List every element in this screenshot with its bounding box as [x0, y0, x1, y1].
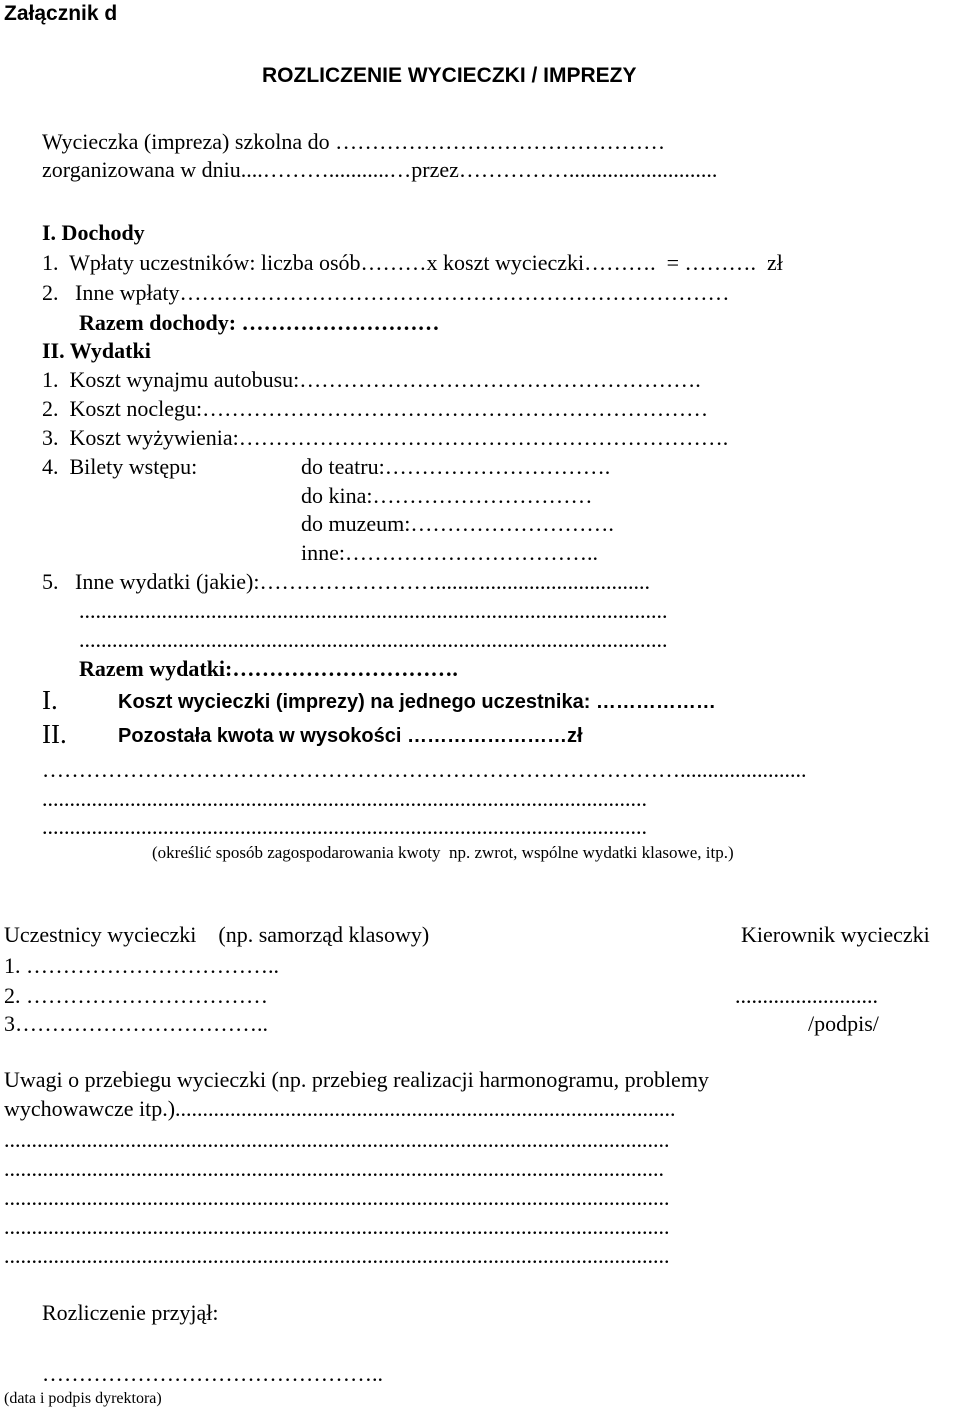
ticket-other: inne:…………………………….. — [301, 540, 598, 565]
expense-item-bus: 1. Koszt wynajmu autobusu:………………………………………………. — [42, 367, 701, 392]
expense-other-continuation: ........................................................................................................... — [79, 627, 668, 652]
summary-number-2: II. — [42, 719, 67, 749]
expenses-heading: II. Wydatki — [42, 338, 151, 363]
income-item-other: 2. Inne wpłaty………………………………………………………………… — [42, 280, 730, 305]
ticket-museum: do muzeum:………………………. — [301, 511, 614, 536]
remarks-dots: ......................................................................................................................... — [4, 1214, 670, 1239]
expense-item-food: 3. Koszt wyżywienia:…………………………………………………………. — [42, 425, 729, 450]
trip-destination-line: Wycieczka (impreza) szkolna do ……………………………………… — [42, 129, 666, 154]
signature-label: /podpis/ — [808, 1011, 879, 1036]
summary-number-1: I. — [42, 685, 58, 715]
trip-date-organizer-line: zorganizowana w dniu....………...........…przez……………........................... — [42, 157, 718, 182]
remaining-amount: Pozostała kwota w wysokości ……………………zł — [118, 725, 583, 747]
remarks-dots: ......................................................................................................................... — [4, 1127, 670, 1152]
income-heading: I. Dochody — [42, 220, 145, 245]
ticket-theatre: do teatru:…………………………. — [301, 454, 611, 479]
participant-line-2: 2. …………………………… — [4, 983, 268, 1008]
acceptance-label: Rozliczenie przyjął: — [42, 1300, 219, 1325]
expense-item-other: 5. Inne wydatki (jakie):……………………....................................... — [42, 569, 650, 594]
income-item-participants: 1. Wpłaty uczestników: liczba osób………x koszt wycieczki………. = ………. zł — [42, 250, 783, 275]
remarks-heading: Uwagi o przebiegu wycieczki (np. przebieg realizacji harmonogramu, problemy — [4, 1067, 709, 1092]
expense-item-tickets: 4. Bilety wstępu: — [42, 454, 198, 479]
page-title: ROZLICZENIE WYCIECZKI / IMPREZY — [262, 64, 637, 87]
attachment-label: Załącznik d — [4, 2, 118, 25]
remaining-dots: .............................................................................................................. — [42, 786, 647, 811]
income-total: Razem dochody: ……………………… — [79, 310, 440, 335]
participant-line-3: 3…………………………….. — [4, 1011, 268, 1036]
remarks-dots: ........................................................................................................................ — [4, 1156, 664, 1181]
remaining-note: (określić sposób zagospodarowania kwoty np. zwrot, wspólne wydatki klasowe, itp.) — [152, 843, 734, 862]
remarks-dots: ......................................................................................................................... — [4, 1185, 670, 1210]
acceptance-caption: (data i podpis dyrektora) — [4, 1390, 162, 1407]
participants-heading: Uczestnicy wycieczki (np. samorząd klasowy) — [4, 922, 430, 947]
remaining-dots: ……………………………………………………………………………....................... — [42, 757, 807, 782]
participant-line-1: 1. …………………………….. — [4, 953, 279, 978]
acceptance-signature-line: ……………………………………….. — [42, 1361, 383, 1386]
expenses-total: Razem wydatki:…………………………. — [79, 656, 458, 681]
leader-heading: Kierownik wycieczki — [741, 922, 930, 947]
ticket-cinema: do kina:………………………… — [301, 483, 593, 508]
leader-signature-line: .......................... — [735, 983, 878, 1008]
cost-per-participant: Koszt wycieczki (imprezy) na jednego uczestnika: ……………… — [118, 691, 716, 713]
remarks-dots: ......................................................................................................................... — [4, 1243, 670, 1268]
expense-other-continuation: ........................................................................................................... — [79, 598, 668, 623]
remarks-line: wychowawcze itp.)........................................................................................... — [4, 1096, 676, 1121]
remaining-dots: .............................................................................................................. — [42, 814, 647, 839]
expense-item-lodging: 2. Koszt noclegu:…………………………………………………………… — [42, 396, 709, 421]
